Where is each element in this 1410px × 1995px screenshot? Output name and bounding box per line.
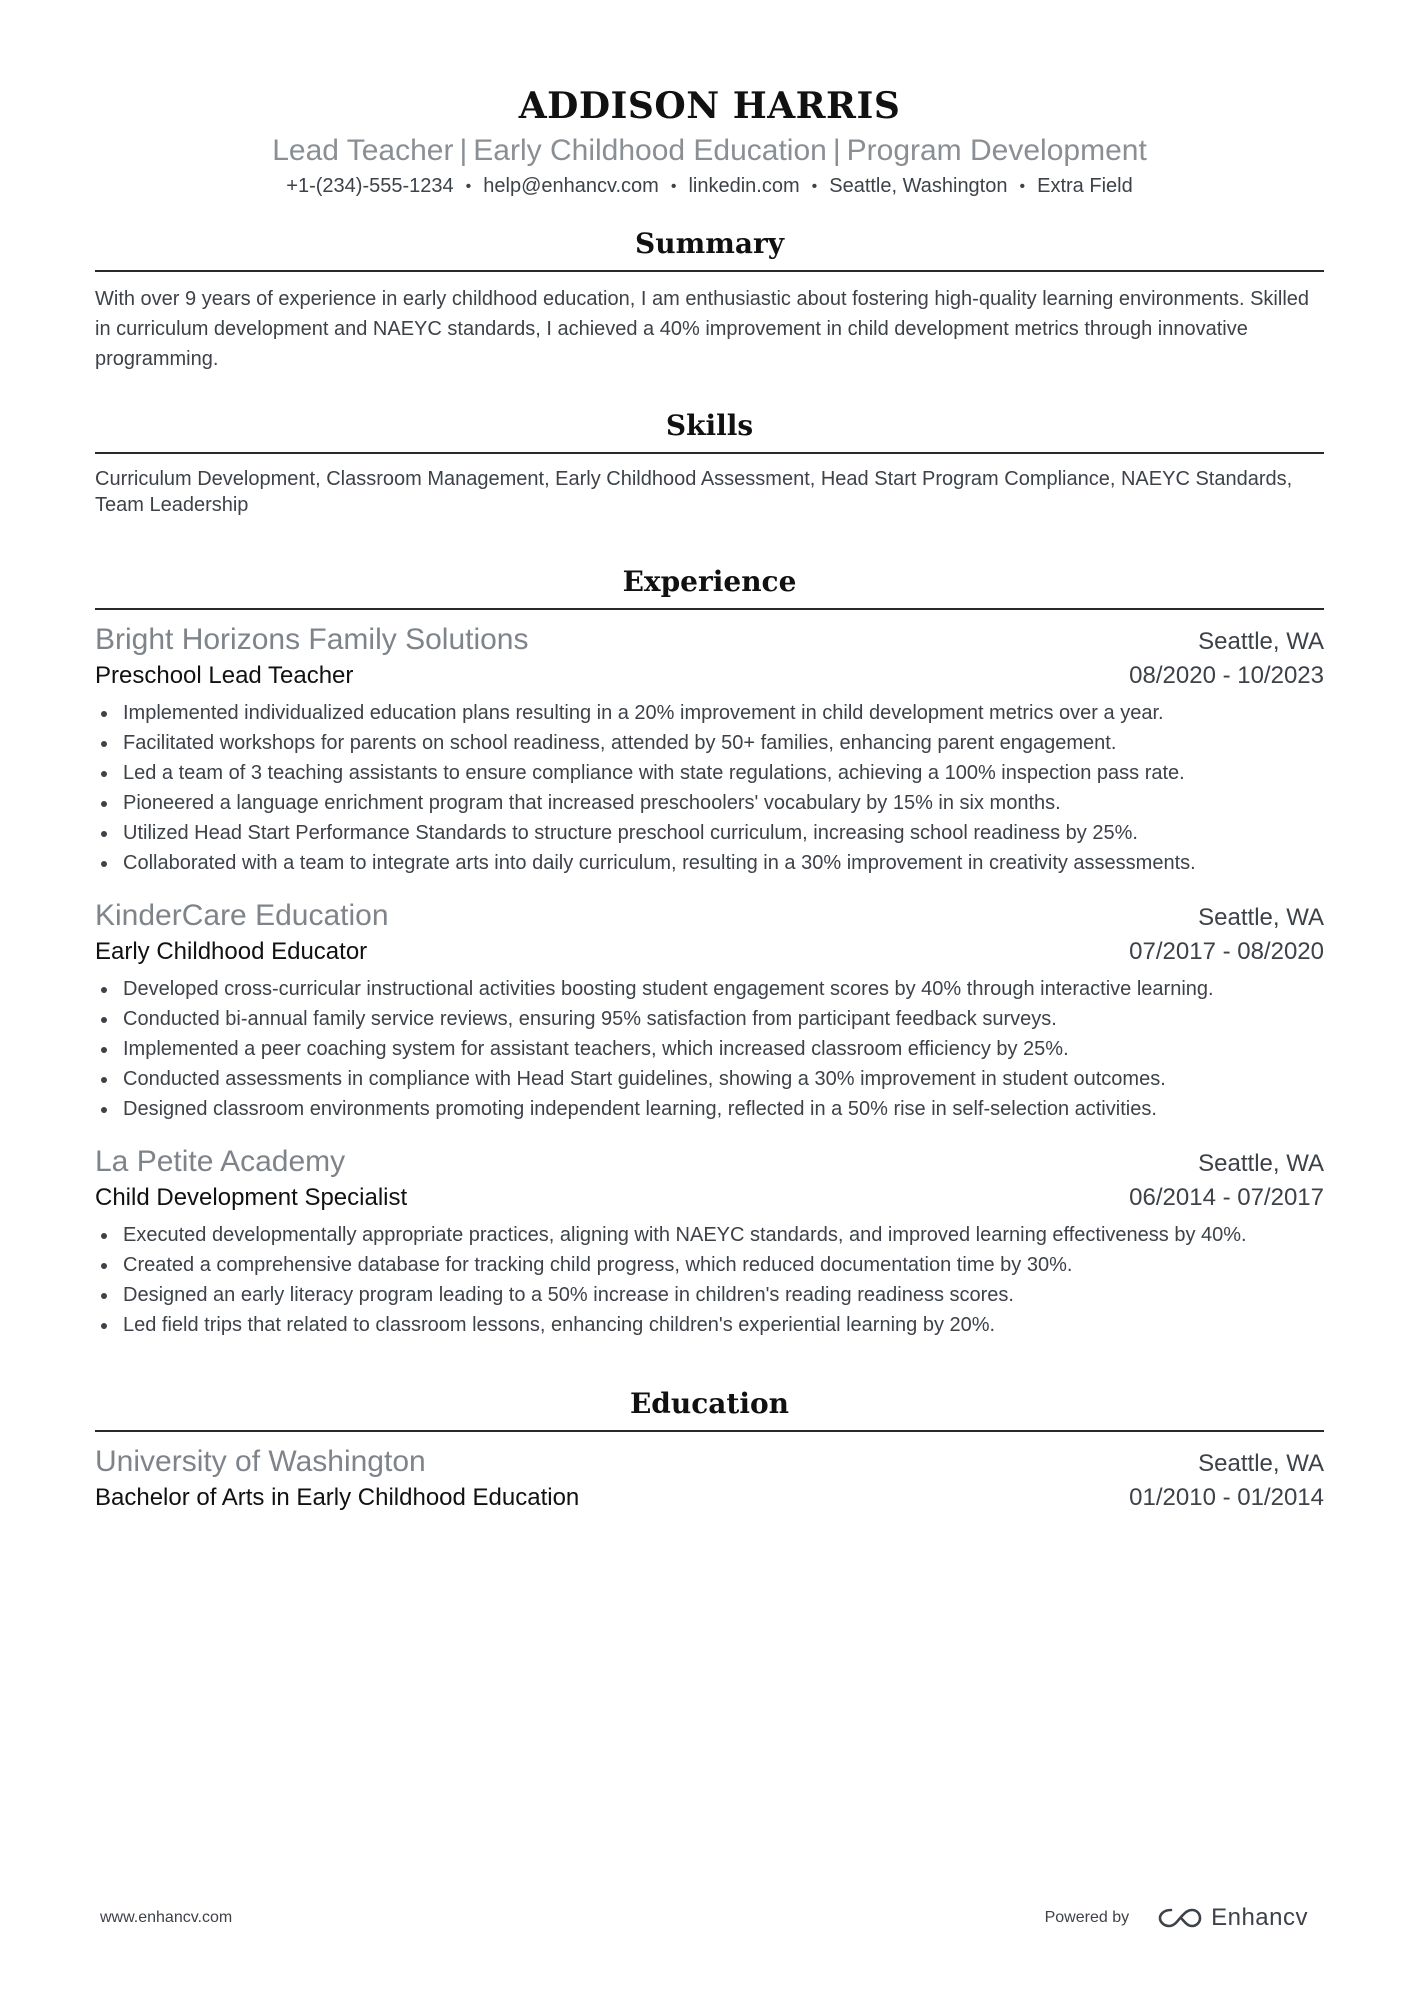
experience-section (95, 562, 1324, 1340)
resume-page (95, 82, 1324, 1514)
list-item: Pioneered a language enrichment program that increased preschoolers' vocabulary by 15% in six months. (95, 788, 1324, 818)
job-company: KinderCare Education (95, 899, 389, 932)
list-item: Utilized Head Start Performance Standards to structure preschool curriculum, increasing school readiness by 25%. (95, 818, 1324, 848)
list-item: Conducted assessments in compliance with Head Start guidelines, showing a 30% improvement in student outcomes. (95, 1064, 1324, 1094)
contact-location: Seattle, Washington (829, 175, 1008, 197)
contact-separator: • (670, 178, 677, 195)
list-item: Led field trips that related to classroom lessons, enhancing children's experiential learning by 20%. (95, 1310, 1324, 1340)
list-item: Led a team of 3 teaching assistants to ensure compliance with state regulations, achieving a 100% inspection pass rate. (95, 758, 1324, 788)
job-role: Child Development Specialist (95, 1184, 408, 1211)
job-dates: 08/2020 - 10/2023 (1129, 662, 1324, 689)
contact-separator: • (465, 178, 472, 195)
contact-separator: • (1019, 178, 1026, 195)
education-section (95, 1384, 1324, 1514)
summary-text: With over 9 years of experience in early childhood education, I am enthusiastic about fostering high-quality learning environments. Skilled in curriculum development and NAEYC standards, I achieved a 40% improvement in child development metrics through innovative programming. (95, 288, 1310, 370)
enhancv-logo-icon (1157, 1906, 1203, 1930)
job-bullets (95, 698, 1324, 878)
job-entry (95, 620, 1324, 878)
job-company: Bright Horizons Family Solutions (95, 623, 529, 656)
education-heading: Education (95, 1384, 1324, 1432)
job-entry (95, 896, 1324, 1124)
list-item: Designed classroom environments promoting independent learning, reflected in a 50% rise in self-selection activities. (95, 1094, 1324, 1124)
list-item: Implemented a peer coaching system for assistant teachers, which increased classroom efficiency by 25%. (95, 1034, 1324, 1064)
list-item: Developed cross-curricular instructional activities boosting student engagement scores by 40% through interactive learning. (95, 974, 1324, 1004)
powered-by (1045, 1904, 1308, 1932)
contact-line (95, 172, 1324, 202)
footer-url-link[interactable]: www.enhancv.com (100, 1909, 233, 1926)
job-role: Early Childhood Educator (95, 938, 368, 965)
list-item: Created a comprehensive database for tracking child progress, which reduced documentation time by 30%. (95, 1250, 1324, 1280)
candidate-subtitle (95, 132, 1324, 170)
job-bullets (95, 974, 1324, 1124)
skills-text: Curriculum Development, Classroom Management, Early Childhood Assessment, Head Start Program Compliance, NAEYC Standards, Team Leadership (95, 468, 1293, 516)
job-location: Seattle, WA (1198, 628, 1324, 655)
education-degree: Bachelor of Arts in Early Childhood Education (95, 1484, 580, 1511)
contact-extra-field: Extra Field (1037, 175, 1133, 197)
enhancv-brand-name: Enhancv (1211, 1904, 1308, 1931)
list-item: Executed developmentally appropriate practices, aligning with NAEYC standards, and improved learning effectiveness by 40%. (95, 1220, 1324, 1250)
job-dates: 06/2014 - 07/2017 (1129, 1184, 1324, 1211)
skills-heading: Skills (95, 406, 1324, 454)
list-item: Conducted bi-annual family service reviews, ensuring 95% satisfaction from participant feedback surveys. (95, 1004, 1324, 1034)
candidate-name: ADDISON HARRIS (518, 85, 901, 127)
summary-heading: Summary (95, 224, 1324, 272)
job-role: Preschool Lead Teacher (95, 662, 354, 689)
job-location: Seattle, WA (1198, 1150, 1324, 1177)
list-item: Facilitated workshops for parents on school readiness, attended by 50+ families, enhancing parent engagement. (95, 728, 1324, 758)
job-dates: 07/2017 - 08/2020 (1129, 938, 1324, 965)
contact-linkedin[interactable]: linkedin.com (688, 175, 800, 197)
education-school: University of Washington (95, 1445, 426, 1478)
summary-section (95, 224, 1324, 374)
job-location: Seattle, WA (1198, 904, 1324, 931)
subtitle-part: Program Development (846, 134, 1147, 167)
education-entry (95, 1442, 1324, 1514)
contact-separator: • (811, 178, 818, 195)
powered-by-label: Powered by (1044, 1909, 1130, 1926)
list-item: Implemented individualized education plans resulting in a 20% improvement in child development metrics over a year. (95, 698, 1324, 728)
education-location: Seattle, WA (1198, 1450, 1324, 1477)
subtitle-separator: | (459, 134, 468, 167)
contact-email[interactable]: help@enhancv.com (483, 175, 659, 197)
experience-heading: Experience (95, 562, 1324, 610)
job-entry (95, 1142, 1324, 1340)
subtitle-part: Early Childhood Education (473, 134, 827, 167)
list-item: Designed an early literacy program leading to a 50% increase in children's reading readiness scores. (95, 1280, 1324, 1310)
list-item: Collaborated with a team to integrate arts into daily curriculum, resulting in a 30% improvement in creativity assessments. (95, 848, 1324, 878)
education-dates: 01/2010 - 01/2014 (1129, 1484, 1324, 1511)
subtitle-part: Lead Teacher (272, 134, 454, 167)
job-company: La Petite Academy (95, 1145, 346, 1178)
contact-phone: +1-(234)-555-1234 (286, 175, 454, 197)
skills-section (95, 406, 1324, 518)
job-bullets (95, 1220, 1324, 1340)
subtitle-separator: | (832, 134, 841, 167)
page-footer (100, 1903, 1308, 1933)
